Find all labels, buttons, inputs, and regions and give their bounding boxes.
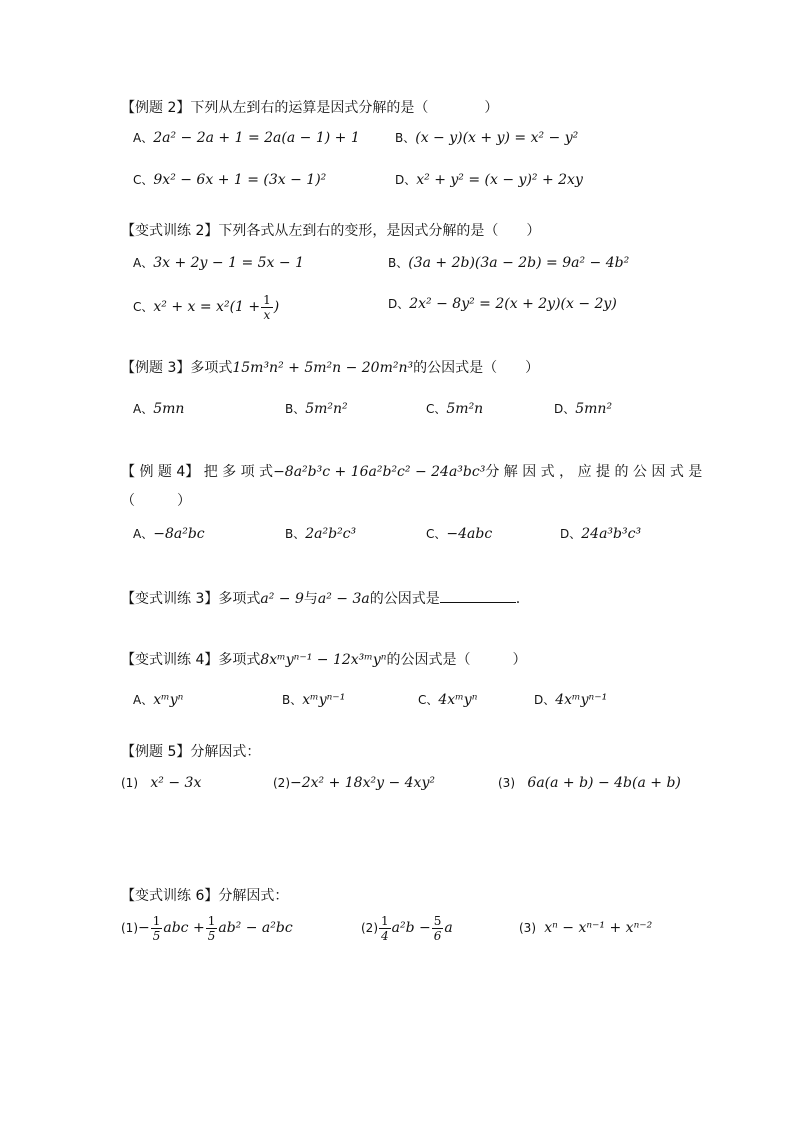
- training-2-option-b: B、(3a + 2b)(3a − 2b) = 9a² − 4b²: [388, 255, 630, 271]
- training-2-option-d-expr: 2x² − 8y² = 2(x + 2y)(x − 2y): [409, 296, 617, 312]
- example-3-title: 【例题 3】多项式15m³n² + 5m²n − 20m²n³的公因式是（ ）: [121, 360, 540, 376]
- example-5-part-2: (2)−2x² + 18x²y − 4xy²: [273, 775, 435, 791]
- example-4-option-a: A、−8a²bc: [133, 526, 205, 542]
- example-2-option-b-expr: (x − y)(x + y) = x² − y²: [415, 130, 579, 146]
- example-3-polynomial: 15m³n² + 5m²n − 20m²n³: [232, 360, 414, 376]
- example-2-option-d-expr: x² + y² = (x − y)² + 2xy: [416, 172, 583, 188]
- training-6-part-1: (1)− $\frac{1}{5}$ abc + $\frac{1}{5}$ ab² − a²bc: [121, 914, 293, 943]
- example-2-title: 【例题 2】下列从左到右的运算是因式分解的是（ ）: [121, 100, 499, 116]
- training-4-option-c: C、4xᵐyⁿ: [418, 692, 478, 708]
- training-2-option-a-expr: 3x + 2y − 1 = 5x − 1: [153, 255, 304, 271]
- training-3-title: 【变式训练 3】多项式a² − 9与a² − 3a的公因式是 .: [121, 588, 520, 609]
- example-4-option-d: D、24a³b³c³: [560, 526, 642, 542]
- training-6-part-2: (2) $\frac{1}{4}$ a²b − $\frac{5}{6}$ a: [361, 914, 453, 943]
- example-5-part-1: (1) x² − 3x: [121, 775, 202, 791]
- fraction: $\frac{1}{4}$: [381, 914, 389, 943]
- training-6-title: 【变式训练 6】分解因式：: [121, 888, 289, 904]
- training-2-option-d: D、2x² − 8y² = 2(x + 2y)(x − 2y): [388, 296, 617, 312]
- training-2-title: 【变式训练 2】下列各式从左到右的变形，是因式分解的是（ ）: [121, 223, 541, 239]
- example-5-part-3: (3) 6a(a + b) − 4b(a + b): [498, 775, 681, 791]
- example-4-title-line-2: （ ）: [121, 493, 191, 509]
- training-2-option-b-expr: (3a + 2b)(3a − 2b) = 9a² − 4b²: [408, 255, 630, 271]
- training-4-option-a: A、xᵐyⁿ: [133, 692, 184, 708]
- example-2-option-a: A、2a² − 2a + 1 = 2a(a − 1) + 1: [133, 130, 360, 146]
- training-4-option-d: D、4xᵐyⁿ⁻¹: [534, 692, 608, 708]
- training-6-part-3: (3) xⁿ − xⁿ⁻¹ + xⁿ⁻²: [519, 920, 653, 936]
- example-2-option-c-expr: 9x² − 6x + 1 = (3x − 1)²: [153, 172, 327, 188]
- training-2-option-c-fraction: $\frac{1}{x}$: [263, 293, 271, 322]
- example-3-option-c: C、5m²n: [426, 401, 484, 417]
- example-4-option-c: C、−4abc: [426, 526, 493, 542]
- fraction: $\frac{5}{6}$: [433, 914, 442, 943]
- training-4-title: 【变式训练 4】多项式8xᵐyⁿ⁻¹ − 12x³ᵐyⁿ的公因式是（ ）: [121, 652, 527, 668]
- fraction: $\frac{1}{5}$: [207, 914, 216, 943]
- training-4-option-b: B、xᵐyⁿ⁻¹: [282, 692, 346, 708]
- example-3-option-b: B、5m²n²: [285, 401, 348, 417]
- example-2-option-d: D、x² + y² = (x − y)² + 2xy: [395, 172, 583, 188]
- example-2-option-a-expr: 2a² − 2a + 1 = 2a(a − 1) + 1: [153, 130, 360, 146]
- example-4-title: 【 例 题 4】 把 多 项 式−8a²b³c + 16a²b²c² − 24a³bc³分 解 因 式 ， 应 提 的 公 因 式 是: [121, 464, 703, 480]
- example-3-option-a: A、5mn: [133, 401, 185, 417]
- example-4-option-b: B、2a²b²c³: [285, 526, 357, 542]
- training-2-option-c: C、x² + x = x²(1 + $\frac{1}{x}$ ): [133, 293, 280, 322]
- example-2-option-c: C、9x² − 6x + 1 = (3x − 1)²: [133, 172, 327, 188]
- training-4-polynomial: 8xᵐyⁿ⁻¹ − 12x³ᵐyⁿ: [260, 652, 387, 668]
- example-4-polynomial: −8a²b³c + 16a²b²c² − 24a³bc³: [273, 464, 486, 480]
- training-2-option-a: A、3x + 2y − 1 = 5x − 1: [133, 255, 304, 271]
- example-3-option-d: D、5mn²: [554, 401, 613, 417]
- fraction: $\frac{1}{5}$: [152, 914, 161, 943]
- example-2-option-b: B、(x − y)(x + y) = x² − y²: [395, 130, 579, 146]
- example-5-title: 【例题 5】分解因式：: [121, 744, 261, 760]
- answer-blank[interactable]: [440, 588, 516, 603]
